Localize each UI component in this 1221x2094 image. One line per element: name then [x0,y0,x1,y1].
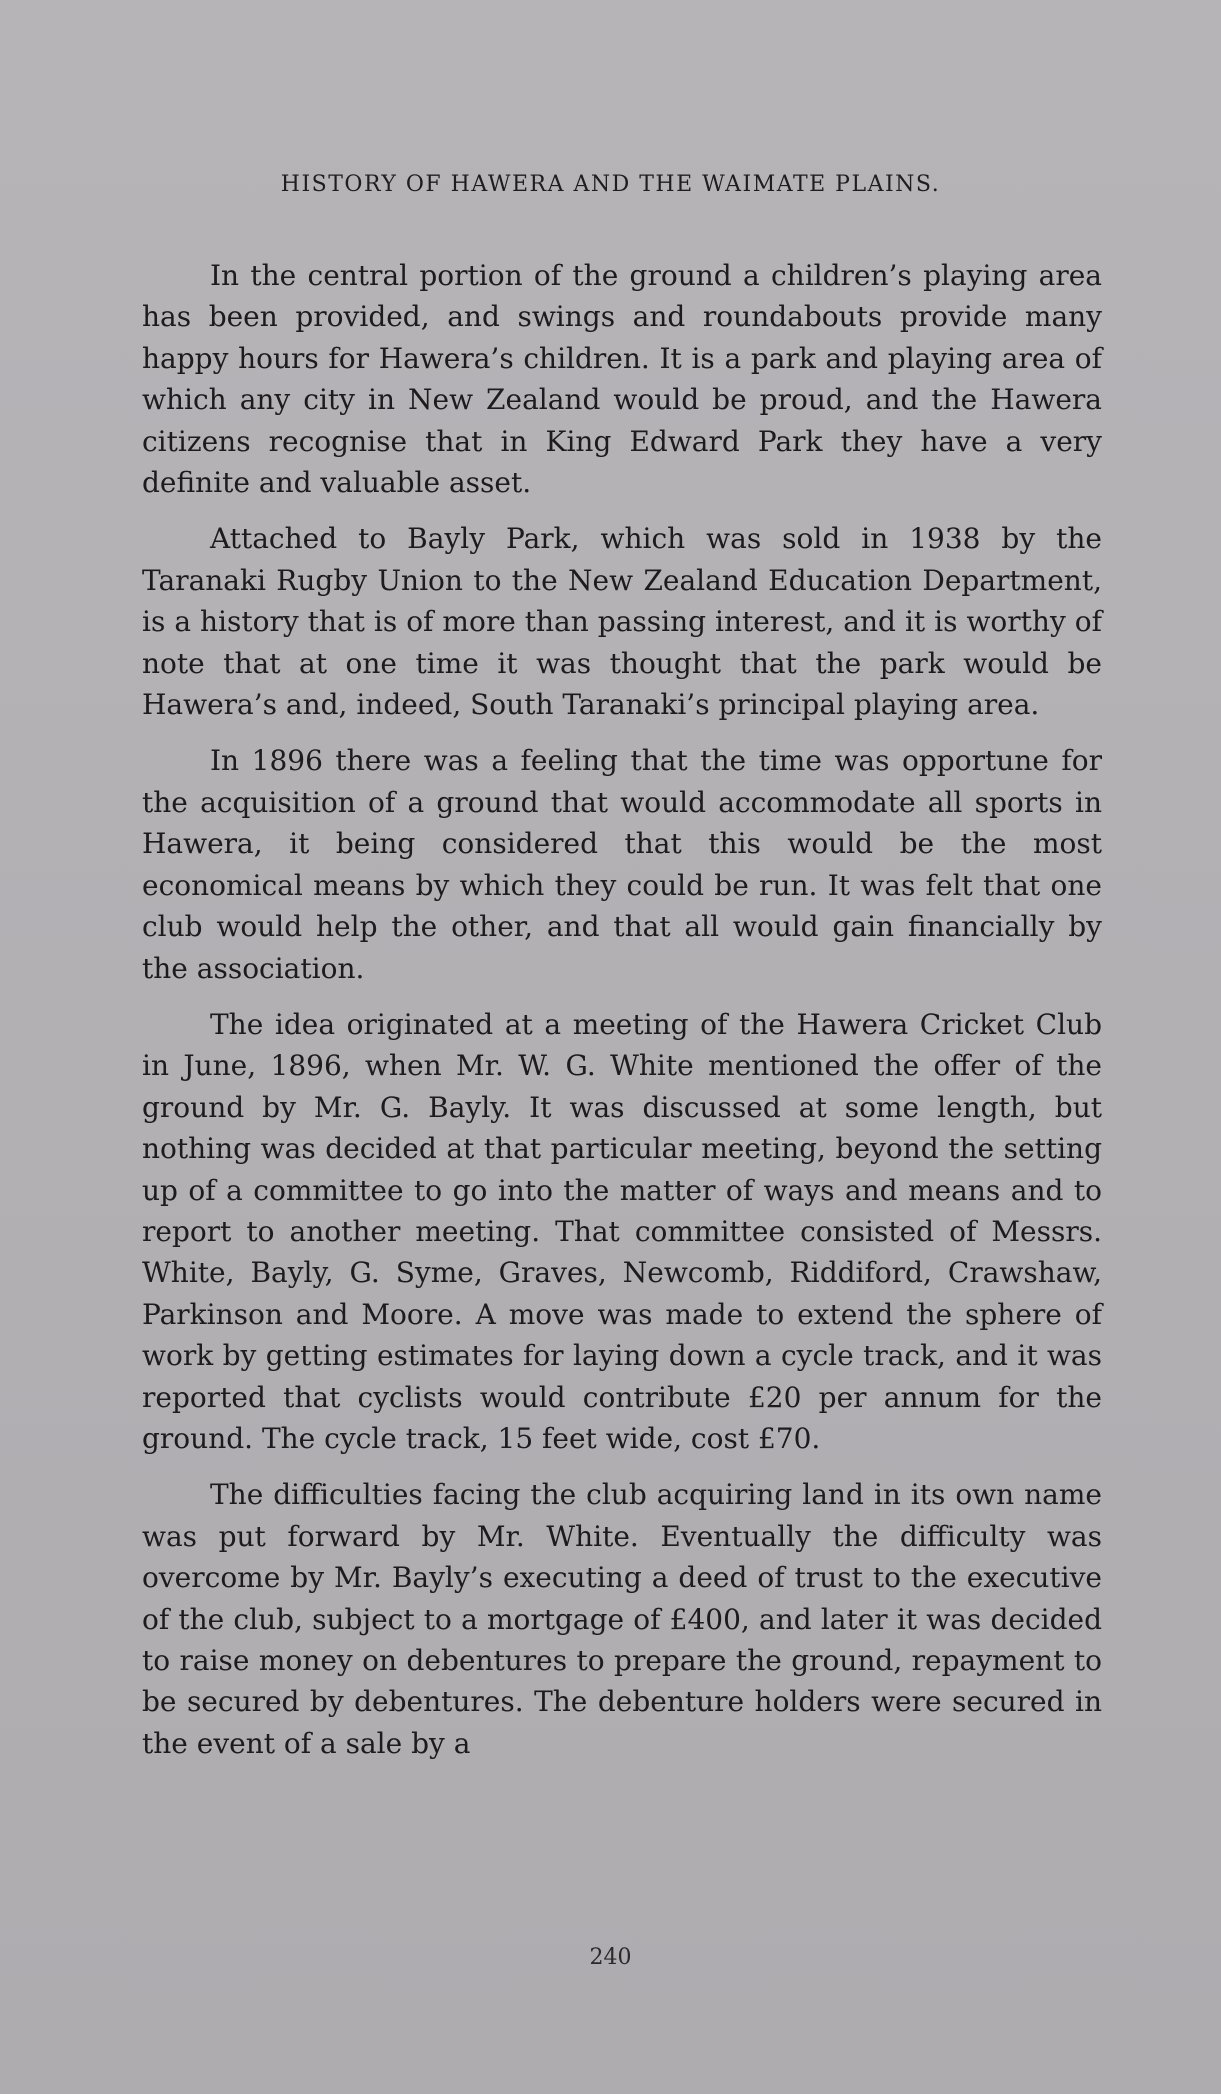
body-text [142,255,1102,1779]
page-number: 240 [589,1945,632,1970]
paragraph-3: In 1896 there was a feeling that the time was opportune for the acquisition of a ground that would accommodate all sports in Hawera, it being considered that this would be the most economical means by which they could be run. It was felt that one club would help the other, and that all would gain financially by the association. [142,744,1102,985]
running-title: HISTORY OF HAWERA AND THE WAIMATE PLAINS. [280,172,941,197]
paragraph-4: The idea originated at a meeting of the Hawera Cricket Club in June, 1896, when Mr. W. G. White mentioned the offer of the ground by Mr. G. Bayly. It was discussed at some length, but nothing was decided at that particular meeting, beyond the setting up of a committee to go into the matter of ways and means and to report to another meeting. That committee consisted of Messrs. White, Bayly, G. Syme, Graves, Newcomb, Riddiford, Crawshaw, Parkinson and Moore. A move was made to extend the sphere of work by getting estimates for laying down a cycle track, and it was reported that cyclists would contribute £20 per annum for the ground. The cycle track, 15 feet wide, cost £70. [142,1007,1102,1455]
paragraph-1: In the central portion of the ground a children’s playing area has been provided, and swings and roundabouts provide many happy hours for Hawera’s children. It is a park and playing area of which any city in New Zealand would be proud, and the Hawera citizens recognise that in King Edward Park they have a very definite and valuable asset. [142,259,1102,500]
paragraph-5: The difficulties facing the club acquiring land in its own name was put forward by Mr. White. Eventually the difficulty was overcome by Mr. Bayly’s executing a deed of trust to the executive of the club, subject to a mortgage of £400, and later it was decided to raise money on debentures to prepare the ground, repayment to be secured by debentures. The debenture holders were secured in the event of a sale by a [142,1478,1102,1760]
paragraph-2: Attached to Bayly Park, which was sold in 1938 by the Taranaki Rugby Union to the New Zealand Education Department, is a history that is of more than passing interest, and it is worthy of note that at one time it was thought that the park would be Hawera’s and, indeed, South Taranaki’s principal playing area. [142,522,1102,722]
